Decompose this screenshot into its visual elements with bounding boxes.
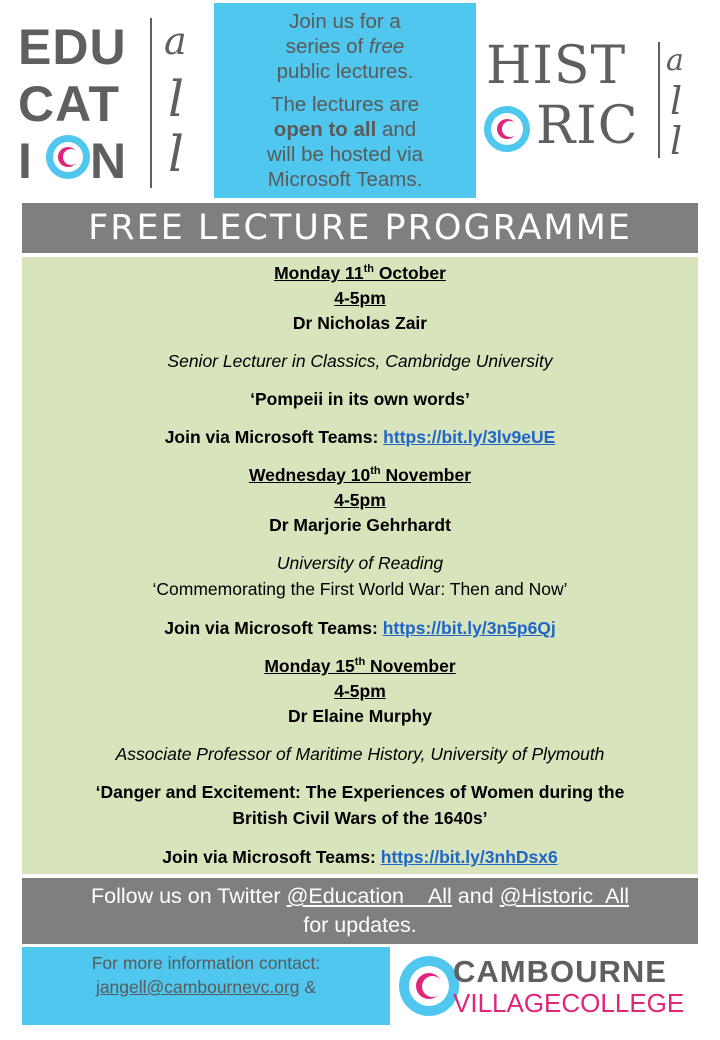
lecture-2-lecturer: Dr Marjorie Gehrhardt [269, 515, 451, 535]
intro-line5: open to all and [273, 118, 417, 141]
intro-line6: will be hosted via [266, 143, 424, 166]
edu-logo-line3: I N [18, 133, 128, 189]
lecture-2-time: 4-5pm [334, 490, 386, 510]
lecture-1-join: Join via Microsoft Teams: https://bit.ly/3lv9eUE [164, 427, 556, 447]
edu-logo-divider [150, 18, 152, 188]
cvc-logo-ring-icon [399, 956, 459, 1016]
intro-line4: The lectures are [270, 93, 420, 116]
lecture-2-talk: ‘Commemorating the First World War: Then and Now’ [152, 579, 568, 599]
twitter-handle-education[interactable]: @Education__All [286, 884, 452, 908]
lecture-3-talk-line1: ‘Danger and Excitement: The Experiences of Women during the [95, 782, 625, 802]
twitter-line1: Follow us on Twitter @Education__All and @Historic_All [90, 884, 630, 908]
cvc-logo-line1: CAMBOURNE [453, 954, 667, 989]
lecture-3-time: 4-5pm [334, 681, 386, 701]
lecture-3-join: Join via Microsoft Teams: https://bit.ly/3nhDsx6 [162, 847, 558, 867]
historic-all-logo: HIST RIC a l l [486, 36, 684, 163]
hist-logo-divider [658, 42, 660, 158]
contact-line2: jangell@cambournevc.org & [95, 977, 317, 997]
lecture-3-role: Associate Professor of Maritime History, University of Plymouth [115, 744, 605, 764]
hist-logo-o-icon [484, 106, 530, 152]
lecture-3-talk-line2: British Civil Wars of the 1640s’ [232, 808, 488, 828]
contact-email[interactable]: jangell@cambournevc.org [95, 977, 300, 997]
edu-logo-line2: CAT [18, 76, 121, 132]
twitter-bar [22, 878, 698, 944]
lecture-1-time: 4-5pm [334, 288, 386, 308]
intro-box [214, 3, 476, 198]
lecture-2-date: Wednesday 10th November [248, 465, 472, 485]
edu-logo-line1: EDU [18, 19, 127, 75]
contact-line1: For more information contact: [91, 953, 321, 973]
intro-line3: public lectures. [276, 60, 414, 83]
edu-logo-o-icon [46, 135, 90, 179]
lecture-2-link[interactable]: https://bit.ly/3n5p6Qj [382, 618, 556, 638]
lecture-1-link[interactable]: https://bit.ly/3lv9eUE [383, 427, 556, 447]
cambourne-village-college-logo [395, 950, 700, 1025]
lecture-2-join: Join via Microsoft Teams: https://bit.ly/3n5p6Qj [164, 618, 556, 638]
programme-title: FREE LECTURE PROGRAMME [22, 203, 698, 253]
twitter-line2: for updates. [303, 913, 417, 937]
education-all-logo: EDU CAT I N a l l [18, 19, 187, 189]
twitter-handle-historic[interactable]: @Historic_All [499, 884, 630, 908]
intro-line2: series of free [285, 35, 405, 58]
lecture-1-date: Monday 11th October [274, 263, 446, 283]
hist-logo-line2: RIC [536, 96, 639, 156]
lecture-programme [22, 257, 698, 874]
intro-line1: Join us for a [289, 10, 401, 33]
cvc-logo-line2: VILLAGECOLLEGE [453, 988, 685, 1018]
lecture-1-lecturer: Dr Nicholas Zair [292, 313, 428, 333]
lecture-2-role: University of Reading [276, 553, 444, 573]
contact-box [22, 947, 390, 1025]
lecture-3-lecturer: Dr Elaine Murphy [288, 706, 432, 726]
hist-logo-line1: HIST [486, 36, 627, 96]
lecture-1-role: Senior Lecturer in Classics, Cambridge University [167, 351, 553, 371]
lecture-3-date: Monday 15th November [264, 656, 456, 676]
lecture-1-talk: ‘Pompeii in its own words’ [250, 389, 470, 409]
intro-line7: Microsoft Teams. [267, 168, 423, 191]
lecture-3-link[interactable]: https://bit.ly/3nhDsx6 [380, 847, 558, 867]
